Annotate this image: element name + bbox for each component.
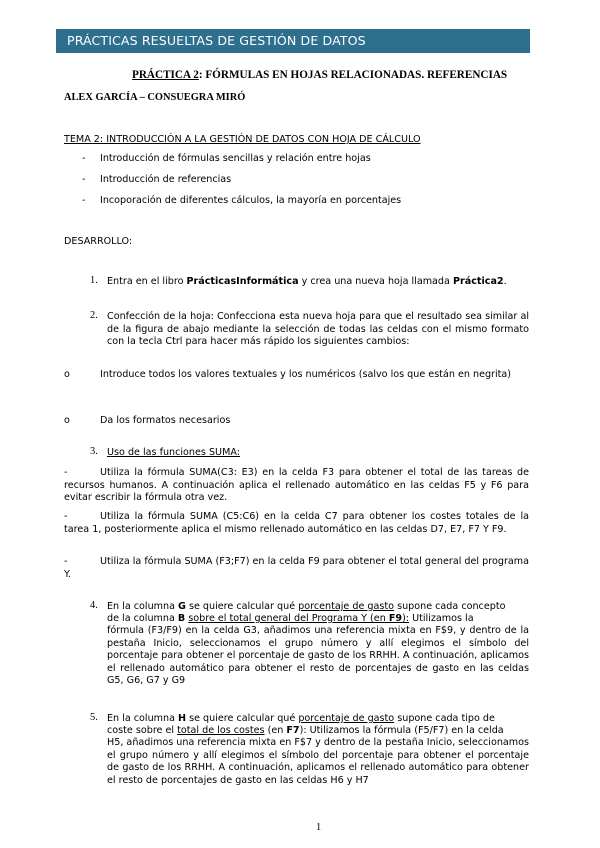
item-number: 4. <box>90 600 98 611</box>
column-ref: G <box>178 601 186 612</box>
o-marker: o <box>64 369 70 380</box>
item-number: 2. <box>90 310 98 321</box>
item-4-line-1 <box>107 601 505 614</box>
text-run: Utilizamos la <box>409 613 474 624</box>
book-name: PrácticasInformática <box>186 276 299 287</box>
text-run: En la columna <box>107 713 179 724</box>
text-run: se quiere calcular qué <box>186 713 299 724</box>
suma-instruction: Utiliza la fórmula SUMA(C3: E3) en la celda F3 para obtener el total de las tareas de recursos humanos. A continuación aplica el rellenado automático en las celdas F5 y F6 para evitar escribir la fórmula otra vez. <box>64 467 529 503</box>
author-line: ALEX GARCÍA – CONSUEGRA MIRÓ <box>64 92 246 103</box>
bullet-dash: - <box>82 174 86 185</box>
desarrollo-heading: DESARROLLO: <box>64 236 133 247</box>
header-bar <box>56 29 530 53</box>
column-ref: B <box>177 613 186 624</box>
bullet-dash: - <box>82 153 86 164</box>
underlined-term: total de los costes <box>177 725 265 736</box>
title-prefix: PRÁCTICA 2 <box>132 69 199 81</box>
item-4-line-2 <box>107 613 474 626</box>
item-2-text: Confección de la hoja: Confecciona esta nueva hoja para que el resultado sea similar al de la figura de abajo mediante la selección de todas las celdas con el mismo formato con la tecla Ctrl para hacer más rápido los siguientes cambios: <box>107 311 529 347</box>
item-1-text <box>107 276 507 289</box>
text-run: Entra en el libro <box>107 276 187 287</box>
underlined-term: porcentaje de gasto <box>298 601 395 612</box>
title-rest: : FÓRMULAS EN HOJAS RELACIONADAS. REFERENCIAS <box>198 69 508 81</box>
item-5-line-1 <box>107 713 495 726</box>
text-run: ): <box>402 613 410 624</box>
item-3-text: Uso de las funciones SUMA: <box>107 447 240 458</box>
underlined-term <box>188 613 409 624</box>
item-5-line-2 <box>107 725 504 738</box>
bullet-item: Introducción de fórmulas sencillas y relación entre hojas <box>100 153 371 164</box>
bullet-item: Incoporación de diferentes cálculos, la mayoría en porcentajes <box>100 195 402 206</box>
bullet-dash: - <box>82 195 86 206</box>
item-number: 5. <box>90 712 98 723</box>
item-4-text: fórmula (F3/F9) en la celda G3, añadimos una referencia mixta en F$9, y dentro de la pestaña Inicio, seleccionamos el grupo número y allí elegimos el símbolo del porcentaje para obtener el porcentaje de gasto de los RRHH. A continuación, aplicamos el rellenado automático para obtener el resto de porcentajes de gasto en las celdas G5, G6, G7 y G9 <box>107 625 529 686</box>
header-title: PRÁCTICAS RESUELTAS DE GESTIÓN DE DATOS <box>67 33 366 48</box>
cell-ref: F9 <box>388 613 403 624</box>
column-ref: H <box>178 713 187 724</box>
dash-marker: - <box>64 467 68 478</box>
dash-marker: - <box>64 511 68 522</box>
document-title <box>132 69 507 82</box>
tema-heading: TEMA 2: INTRODUCCIÓN A LA GESTIÓN DE DATOS CON HOJA DE CÁLCULO <box>64 134 421 145</box>
cell-ref: F7 <box>286 725 300 736</box>
text-run: sobre el total general del Programa Y (en <box>188 613 389 624</box>
o-item-text: Introduce todos los valores textuales y los numéricos (salvo los que están en negrita) <box>100 369 512 380</box>
bullet-item: Introducción de referencias <box>100 174 232 185</box>
underlined-term: porcentaje de gasto <box>298 713 395 724</box>
suma-instruction: Utiliza la fórmula SUMA (C5:C6) en la celda C7 para obtener los costes totales de la tarea 1, posteriormente aplica el mismo rellenado automático en las celdas D7, E7, F7 Y F9. <box>64 511 529 535</box>
text-run: de la columna <box>107 613 178 624</box>
text-run: y crea una nueva hoja llamada <box>298 276 453 287</box>
text-run: En la columna <box>107 601 179 612</box>
item-5-text: H5, añadimos una referencia mixta en F$7 y dentro de la pestaña Inicio, seleccionamos el grupo número y allí elegimos el símbolo del porcentaje para obtener el porcentaje de gasto de los RRHH. A continuación, aplicamos el rellenado automático para obtener el resto de porcentajes de gasto en las celdas H6 y H7 <box>107 737 529 786</box>
suma-instruction: Utiliza la fórmula SUMA (F3;F7) en la celda F9 para obtener el total general del programa Y. <box>64 556 529 580</box>
item-number: 3. <box>90 446 98 457</box>
text-run: supone cada concepto <box>394 601 506 612</box>
page-number: 1 <box>316 822 322 833</box>
text-run: (en <box>264 725 287 736</box>
o-marker: o <box>64 415 70 426</box>
item-number: 1. <box>90 275 98 286</box>
sheet-name: Práctica2 <box>452 276 504 287</box>
text-run: coste sobre el <box>107 725 178 736</box>
text-run: . <box>503 276 507 287</box>
dash-marker: - <box>64 556 68 567</box>
o-item-text: Da los formatos necesarios <box>100 415 231 426</box>
text-run: ): Utilizamos la fórmula (F5/F7) en la celda <box>299 725 504 736</box>
text-run: se quiere calcular qué <box>185 601 299 612</box>
text-run: supone cada tipo de <box>394 713 495 724</box>
